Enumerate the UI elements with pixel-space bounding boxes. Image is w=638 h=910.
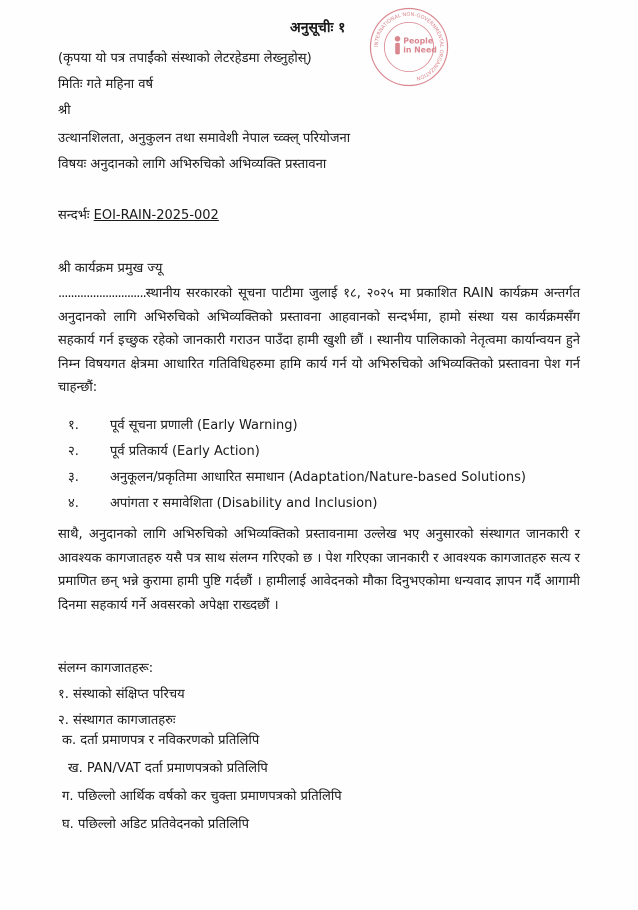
list-item-text: पूर्व प्रतिकार्य (Early Action) <box>110 444 260 459</box>
logo-line-1: People <box>403 36 434 46</box>
list-item-number: ४. <box>68 496 79 511</box>
project-name: उत्थानशिलता, अनुकुलन तथा समावेशी नेपाल च्व्क्ल् परियोजना <box>58 131 351 146</box>
list-item-number: ३. <box>68 470 79 485</box>
letterhead-instruction: (कृपया यो पत्र तपाईंको संस्थाको लेटरहेडमा लेख्नुहोस्) <box>58 51 312 66</box>
paragraph-1-text: स्थानीय सरकारको सूचना पाटीमा जुलाई १८, २०२५ मा प्रकाशित RAIN कार्यक्रम अन्तर्गत अनुदानको लागि अभिरुचिको अभिव्यक्तिको प्रस्तावना आहवानको सन्दर्भमा, हामो संस्था यस कार्यक्रमसँग सहकार्य गर्न इच्छुक रहेको जानकारी गराउन पाउँदा हामी खुशी छौं । स्थानीय पालिकाको नेतृत्वमा कार्यान्वयन हुने निम्न विषयगत क्षेत्रमा आधारित गतिविधिहरुमा हामि कार्य गर्न यो अभिरुचिको अभिव्यक्तिको प्रस्तावना पेश गर्न चाहन्छौं: <box>58 286 580 395</box>
people-in-need-logo <box>395 36 437 55</box>
list-item: क. दर्ता प्रमाणपत्र र नविकरणको प्रतिलिपि <box>62 733 260 748</box>
blank-dots: ............................ <box>58 286 146 301</box>
list-item-text: अपांगता र समावेशिता (Disability and Inclusion) <box>110 496 378 511</box>
list-item: ख. PAN/VAT दर्ता प्रमाणपत्रको प्रतिलिपि <box>68 761 268 776</box>
list-item-number: २. <box>68 444 79 459</box>
list-item-text: पूर्व सूचना प्रणाली (Early Warning) <box>110 418 298 433</box>
list-item-number: १. <box>68 418 79 433</box>
reference-label: सन्दर्भः <box>58 208 90 223</box>
list-item-text: अनुकूलन/प्रकृतिमा आधारित समाधान (Adaptation/Nature-based Solutions) <box>110 470 526 485</box>
date-line: मितिः गते महिना वर्ष <box>58 77 154 92</box>
list-item: ग. पछिल्लो आर्थिक वर्षको कर चुक्ता प्रमाणपत्रको प्रतिलिपि <box>62 789 342 804</box>
annex-title: अनुसूचीः १ <box>290 20 346 36</box>
institutional-documents-list <box>58 730 342 842</box>
subject-line: विषयः अनुदानको लागि अभिरुचिको अभिव्यक्ति प्रस्तावना <box>58 157 327 172</box>
logo-line-2: in Need <box>403 45 437 55</box>
salutation-shri: श्री <box>58 103 71 118</box>
attachment-item-1: १. संस्थाको संक्षिप्त परिचय <box>58 687 185 702</box>
body-paragraph-1 <box>58 282 580 400</box>
attachments-heading: संलग्न कागजातहरू: <box>58 661 154 676</box>
people-in-need-stamp <box>368 6 450 88</box>
body-paragraph-2: साथै, अनुदानको लागि अभिरुचिको अभिव्यक्तिको प्रस्तावनामा उल्लेख भए अनुसारको संस्थागत जानकारी र आवश्यक कागजातहरु यसै पत्र साथ संलग्न गरिएको छ । पेश गरिएका जानकारी र आवश्यक कागजातहरु सत्य र प्रमाणित छन् भन्ने कुरामा हामी पुष्टि गर्दछौं । हामीलाई आवेदनको मौका दिनुभएकोमा धन्यवाद ज्ञापन गर्दै आगामी दिनमा सहकार्य गर्ने अवसरको अपेक्षा राख्दछौं । <box>58 527 580 613</box>
reference-number: EOI-RAIN-2025-002 <box>93 208 219 223</box>
attachment-item-2: २. संस्थागत कागजातहरुः <box>58 713 176 728</box>
list-item: घ. पछिल्लो अडिट प्रतिवेदनको प्रतिलिपि <box>62 817 250 832</box>
reference-line <box>58 205 219 223</box>
stamp-ring-text: INTERNATIONAL NON-GOVERNMENTAL ORGANIZATION <box>373 11 445 82</box>
addressee: श्री कार्यक्रम प्रमुख ज्यू <box>58 261 163 276</box>
